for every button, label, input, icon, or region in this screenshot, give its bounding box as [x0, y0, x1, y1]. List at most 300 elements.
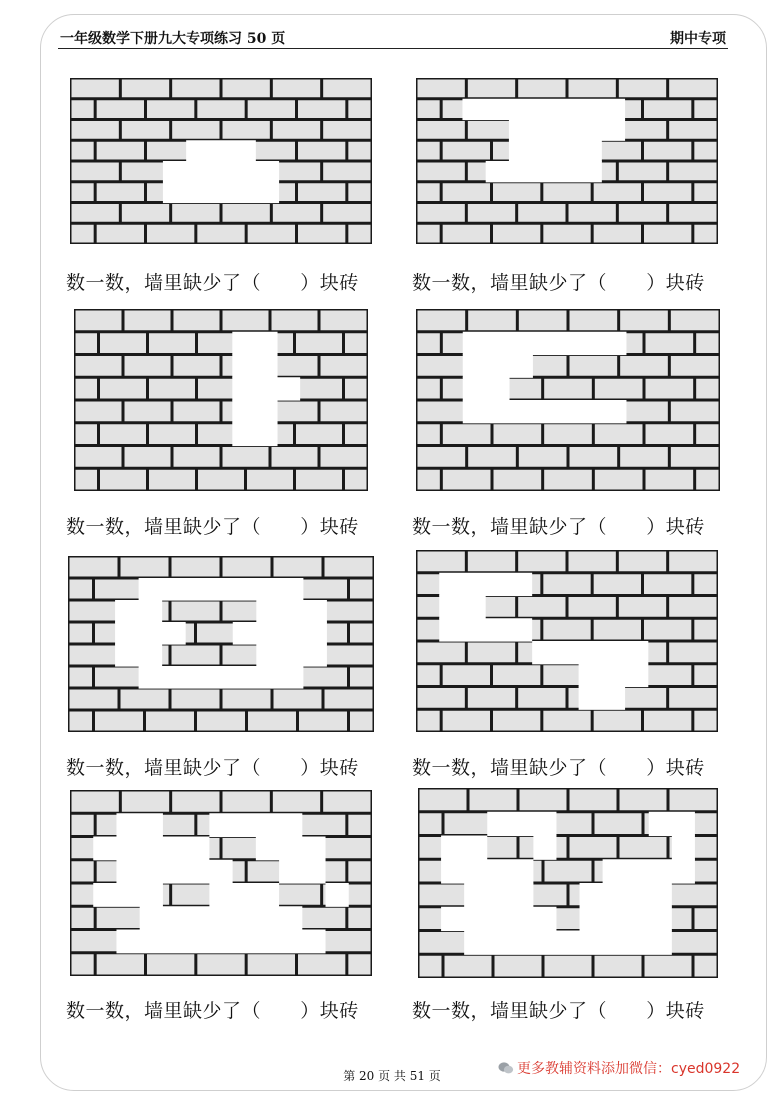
brick	[493, 183, 540, 201]
brick	[298, 225, 345, 243]
brick-wall-drawing	[418, 788, 718, 978]
brick	[248, 225, 295, 243]
brick	[420, 932, 467, 953]
brick	[670, 790, 717, 811]
question-1: 数一数，墙里缺少了（ ）块砖	[66, 272, 359, 294]
brick	[272, 356, 318, 376]
brick	[97, 100, 144, 118]
brick	[70, 690, 118, 709]
brick	[72, 163, 119, 181]
brick	[468, 643, 515, 663]
brick-wall-3	[74, 309, 368, 491]
brick	[646, 379, 694, 399]
brick	[443, 665, 490, 685]
missing-bricks-area	[463, 355, 533, 378]
brick	[125, 402, 171, 422]
brick	[544, 379, 592, 399]
question-6: 数一数，墙里缺少了（ ）块砖	[412, 757, 705, 779]
brick	[443, 225, 490, 243]
missing-bricks-area	[115, 644, 162, 667]
brick	[125, 356, 171, 376]
brick	[95, 580, 143, 599]
brick	[122, 163, 169, 181]
brick	[76, 402, 122, 422]
brick	[696, 379, 718, 399]
brick	[443, 711, 490, 731]
brick	[620, 402, 668, 422]
brick	[100, 424, 146, 444]
missing-bricks-area	[441, 859, 533, 883]
brick	[418, 574, 440, 594]
brick	[70, 580, 93, 599]
brick	[595, 470, 643, 490]
brick	[273, 121, 320, 139]
brick	[70, 646, 118, 665]
brick	[223, 792, 270, 812]
brick	[671, 356, 719, 376]
missing-bricks-area	[463, 400, 627, 423]
question-2: 数一数，墙里缺少了（ ）块砖	[412, 272, 705, 294]
brick	[296, 379, 342, 399]
brick	[122, 204, 169, 222]
brick	[418, 100, 440, 118]
brick	[468, 80, 515, 98]
brick	[518, 597, 565, 617]
brick-wall-2	[416, 78, 718, 244]
brick	[570, 356, 618, 376]
brick	[122, 121, 169, 139]
brick	[97, 142, 144, 160]
brick	[248, 100, 295, 118]
brick	[418, 643, 465, 663]
brick	[669, 552, 716, 572]
brick	[325, 602, 373, 621]
brick	[570, 837, 617, 858]
brick-wall-drawing	[70, 78, 372, 244]
brick	[671, 447, 719, 467]
brick	[223, 311, 269, 331]
brick	[299, 668, 347, 687]
brick	[671, 311, 719, 331]
brick	[418, 447, 466, 467]
missing-bricks-area	[326, 883, 349, 907]
brick	[350, 712, 373, 731]
missing-bricks-area	[464, 931, 672, 955]
missing-bricks-area	[209, 813, 302, 837]
brick	[595, 424, 643, 444]
brick-wall-7	[70, 790, 372, 976]
brick	[619, 597, 666, 617]
page-number: 第 20 页 共 51 页	[343, 1069, 441, 1083]
missing-bricks-area	[93, 883, 163, 907]
brick	[544, 470, 592, 490]
brick	[418, 402, 466, 422]
missing-bricks-area	[580, 883, 672, 907]
brick	[644, 665, 691, 685]
brick	[76, 470, 98, 490]
brick	[570, 790, 617, 811]
brick	[72, 121, 119, 139]
missing-bricks-area	[462, 99, 625, 120]
missing-bricks-area	[441, 907, 556, 931]
brick	[248, 954, 295, 974]
brick	[493, 711, 540, 731]
brick	[543, 574, 590, 594]
missing-bricks-area	[580, 907, 672, 931]
question-7: 数一数，墙里缺少了（ ）块砖	[66, 1000, 359, 1022]
brick	[418, 665, 440, 685]
brick	[100, 470, 146, 490]
brick	[619, 163, 666, 181]
brick	[348, 225, 370, 243]
missing-bricks-area	[487, 812, 556, 836]
brick	[149, 333, 195, 353]
brick	[418, 204, 465, 222]
brick	[149, 470, 195, 490]
brick	[518, 204, 565, 222]
brick	[272, 311, 318, 331]
missing-bricks-area	[649, 812, 695, 836]
brick	[72, 142, 94, 160]
brick	[619, 121, 666, 139]
brick	[443, 142, 490, 160]
brick	[146, 712, 194, 731]
brick	[418, 552, 465, 572]
brick	[348, 861, 370, 881]
brick	[418, 163, 465, 181]
brick-wall-1	[70, 78, 372, 244]
brick	[248, 712, 296, 731]
missing-bricks-area	[509, 120, 625, 141]
brick	[494, 424, 542, 444]
question-3: 数一数，墙里缺少了（ ）块砖	[66, 516, 359, 538]
brick	[594, 225, 641, 243]
brick	[72, 100, 94, 118]
brick	[468, 688, 515, 708]
brick	[100, 333, 146, 353]
brick	[418, 80, 465, 98]
brick	[273, 885, 320, 905]
brick	[620, 837, 667, 858]
brick	[272, 447, 318, 467]
brick	[418, 121, 465, 139]
header-divider	[58, 48, 728, 49]
brick	[97, 908, 144, 928]
brick	[644, 225, 691, 243]
brick	[72, 80, 119, 98]
brick	[298, 815, 345, 835]
brick	[445, 813, 492, 834]
brick	[418, 711, 440, 731]
brick	[468, 447, 516, 467]
brick	[468, 121, 515, 139]
brick	[172, 80, 219, 98]
question-8: 数一数，墙里缺少了（ ）块砖	[412, 1000, 705, 1022]
brick	[72, 204, 119, 222]
brick	[420, 885, 467, 906]
brick-wall-6	[416, 550, 718, 732]
brick	[519, 447, 567, 467]
brick	[296, 470, 342, 490]
brick	[619, 688, 666, 708]
brick	[323, 204, 370, 222]
brick	[620, 790, 667, 811]
brick	[325, 646, 373, 665]
brick	[76, 447, 122, 467]
brick	[443, 470, 491, 490]
brick	[646, 333, 694, 353]
brick	[418, 470, 440, 490]
brick	[323, 792, 370, 812]
brick	[518, 552, 565, 572]
brick	[296, 424, 342, 444]
brick	[694, 142, 716, 160]
missing-bricks-area	[579, 687, 625, 710]
missing-bricks-area	[672, 836, 695, 860]
brick	[696, 333, 718, 353]
brick	[418, 356, 466, 376]
brick	[95, 668, 143, 687]
brick	[645, 956, 692, 977]
brick	[121, 690, 169, 709]
brick	[646, 470, 694, 490]
brick	[669, 643, 716, 663]
brick	[323, 931, 370, 951]
brick	[543, 183, 590, 201]
brick	[418, 183, 440, 201]
brick	[646, 424, 694, 444]
brick	[694, 100, 716, 118]
brick	[197, 712, 245, 731]
brick	[97, 225, 144, 243]
brick	[325, 558, 373, 577]
brick	[323, 121, 370, 139]
brick	[420, 908, 442, 929]
missing-bricks-area	[233, 622, 327, 645]
missing-bricks-area	[116, 860, 232, 884]
brick	[147, 954, 194, 974]
missing-bricks-area	[232, 400, 277, 423]
missing-bricks-area	[441, 836, 487, 860]
missing-bricks-area	[139, 578, 304, 601]
brick	[125, 447, 171, 467]
brick	[493, 665, 540, 685]
brick	[172, 204, 219, 222]
missing-bricks-area	[256, 600, 327, 623]
brick	[348, 142, 370, 160]
brick	[418, 688, 465, 708]
brick	[695, 861, 717, 882]
brick	[468, 204, 515, 222]
missing-bricks-area	[463, 377, 510, 400]
brick	[76, 379, 98, 399]
brick	[348, 908, 370, 928]
missing-bricks-area	[509, 140, 602, 161]
brick	[299, 580, 347, 599]
brick	[695, 813, 717, 834]
brick	[443, 424, 491, 444]
brick	[174, 356, 220, 376]
missing-bricks-area	[209, 883, 279, 907]
brick	[520, 790, 567, 811]
brick	[274, 690, 322, 709]
brick	[670, 885, 717, 906]
brick	[644, 574, 691, 594]
brick	[348, 954, 370, 974]
brick	[296, 333, 342, 353]
brick	[172, 792, 219, 812]
brick	[543, 711, 590, 731]
missing-bricks-area	[533, 836, 556, 860]
brick	[147, 225, 194, 243]
missing-bricks-area	[93, 837, 209, 861]
watermark-text: 更多教辅资料添加微信：cyed0922	[517, 1061, 741, 1077]
brick	[172, 602, 220, 621]
brick	[694, 711, 716, 731]
brick	[247, 470, 293, 490]
header-title: 一年级数学下册九大专项练习 50 页	[60, 31, 286, 47]
brick-wall-4	[416, 309, 720, 491]
brick	[418, 379, 440, 399]
brick	[620, 447, 668, 467]
brick	[272, 402, 318, 422]
brick	[70, 712, 93, 731]
question-4: 数一数，墙里缺少了（ ）块砖	[412, 516, 705, 538]
brick	[620, 311, 668, 331]
brick	[298, 142, 345, 160]
missing-bricks-area	[463, 332, 627, 355]
brick	[644, 100, 691, 118]
brick	[694, 620, 716, 640]
brick-wall-drawing	[74, 309, 368, 491]
brick	[325, 690, 373, 709]
brick	[594, 183, 641, 201]
brick	[518, 688, 565, 708]
missing-bricks-area	[115, 622, 186, 645]
brick	[694, 225, 716, 243]
brick	[669, 204, 716, 222]
brick	[321, 311, 367, 331]
brick	[619, 552, 666, 572]
brick	[669, 688, 716, 708]
brick	[696, 470, 718, 490]
missing-bricks-area	[163, 182, 279, 203]
brick	[594, 574, 641, 594]
brick	[594, 620, 641, 640]
brick	[122, 80, 169, 98]
brick	[518, 80, 565, 98]
brick-wall-5	[68, 556, 374, 732]
brick	[569, 80, 616, 98]
brick	[70, 602, 118, 621]
brick	[273, 80, 320, 98]
missing-bricks-area	[140, 906, 303, 930]
brick	[298, 908, 345, 928]
brick-wall-drawing	[68, 556, 374, 732]
brick	[273, 792, 320, 812]
brick	[345, 424, 367, 444]
brick	[619, 204, 666, 222]
brick-wall-drawing	[416, 550, 718, 732]
brick	[147, 100, 194, 118]
brick	[669, 597, 716, 617]
brick	[197, 225, 244, 243]
missing-bricks-area	[532, 641, 648, 664]
brick	[172, 121, 219, 139]
brick	[695, 956, 717, 977]
brick	[418, 142, 440, 160]
missing-bricks-area	[486, 161, 602, 182]
brick	[273, 204, 320, 222]
brick	[644, 620, 691, 640]
brick	[121, 558, 169, 577]
missing-bricks-area	[439, 596, 485, 619]
brick	[223, 690, 271, 709]
brick	[100, 379, 146, 399]
brick	[694, 183, 716, 201]
brick	[695, 908, 717, 929]
brick	[694, 665, 716, 685]
brick	[72, 225, 94, 243]
brick	[350, 668, 373, 687]
missing-bricks-area	[186, 140, 256, 161]
brick	[76, 424, 98, 444]
brick	[299, 712, 347, 731]
brick	[348, 100, 370, 118]
brick	[543, 620, 590, 640]
brick	[345, 379, 367, 399]
watermark	[498, 1058, 740, 1078]
missing-bricks-area	[115, 600, 162, 623]
missing-bricks-area	[163, 161, 279, 182]
brick	[223, 80, 270, 98]
brick	[418, 225, 440, 243]
brick	[445, 956, 492, 977]
brick	[197, 954, 244, 974]
brick	[493, 225, 540, 243]
missing-bricks-area	[464, 883, 533, 907]
brick	[418, 424, 440, 444]
brick	[348, 815, 370, 835]
brick	[76, 333, 98, 353]
brick	[323, 80, 370, 98]
brick	[569, 597, 616, 617]
brick	[223, 204, 270, 222]
brick-wall-8	[418, 788, 718, 978]
brick	[594, 711, 641, 731]
brick	[350, 624, 373, 643]
brick-wall-drawing	[70, 790, 372, 976]
brick	[644, 711, 691, 731]
missing-bricks-area	[439, 573, 532, 596]
missing-bricks-area	[256, 644, 327, 667]
brick	[172, 646, 220, 665]
brick	[595, 956, 642, 977]
brick	[97, 183, 144, 201]
brick	[72, 183, 94, 201]
missing-bricks-area	[439, 618, 532, 641]
brick	[125, 311, 171, 331]
question-5: 数一数，墙里缺少了（ ）块砖	[66, 757, 359, 779]
brick	[174, 402, 220, 422]
brick	[72, 931, 119, 951]
brick	[619, 80, 666, 98]
brick	[519, 311, 567, 331]
brick	[545, 956, 592, 977]
brick	[321, 447, 367, 467]
brick	[149, 424, 195, 444]
brick	[418, 333, 440, 353]
